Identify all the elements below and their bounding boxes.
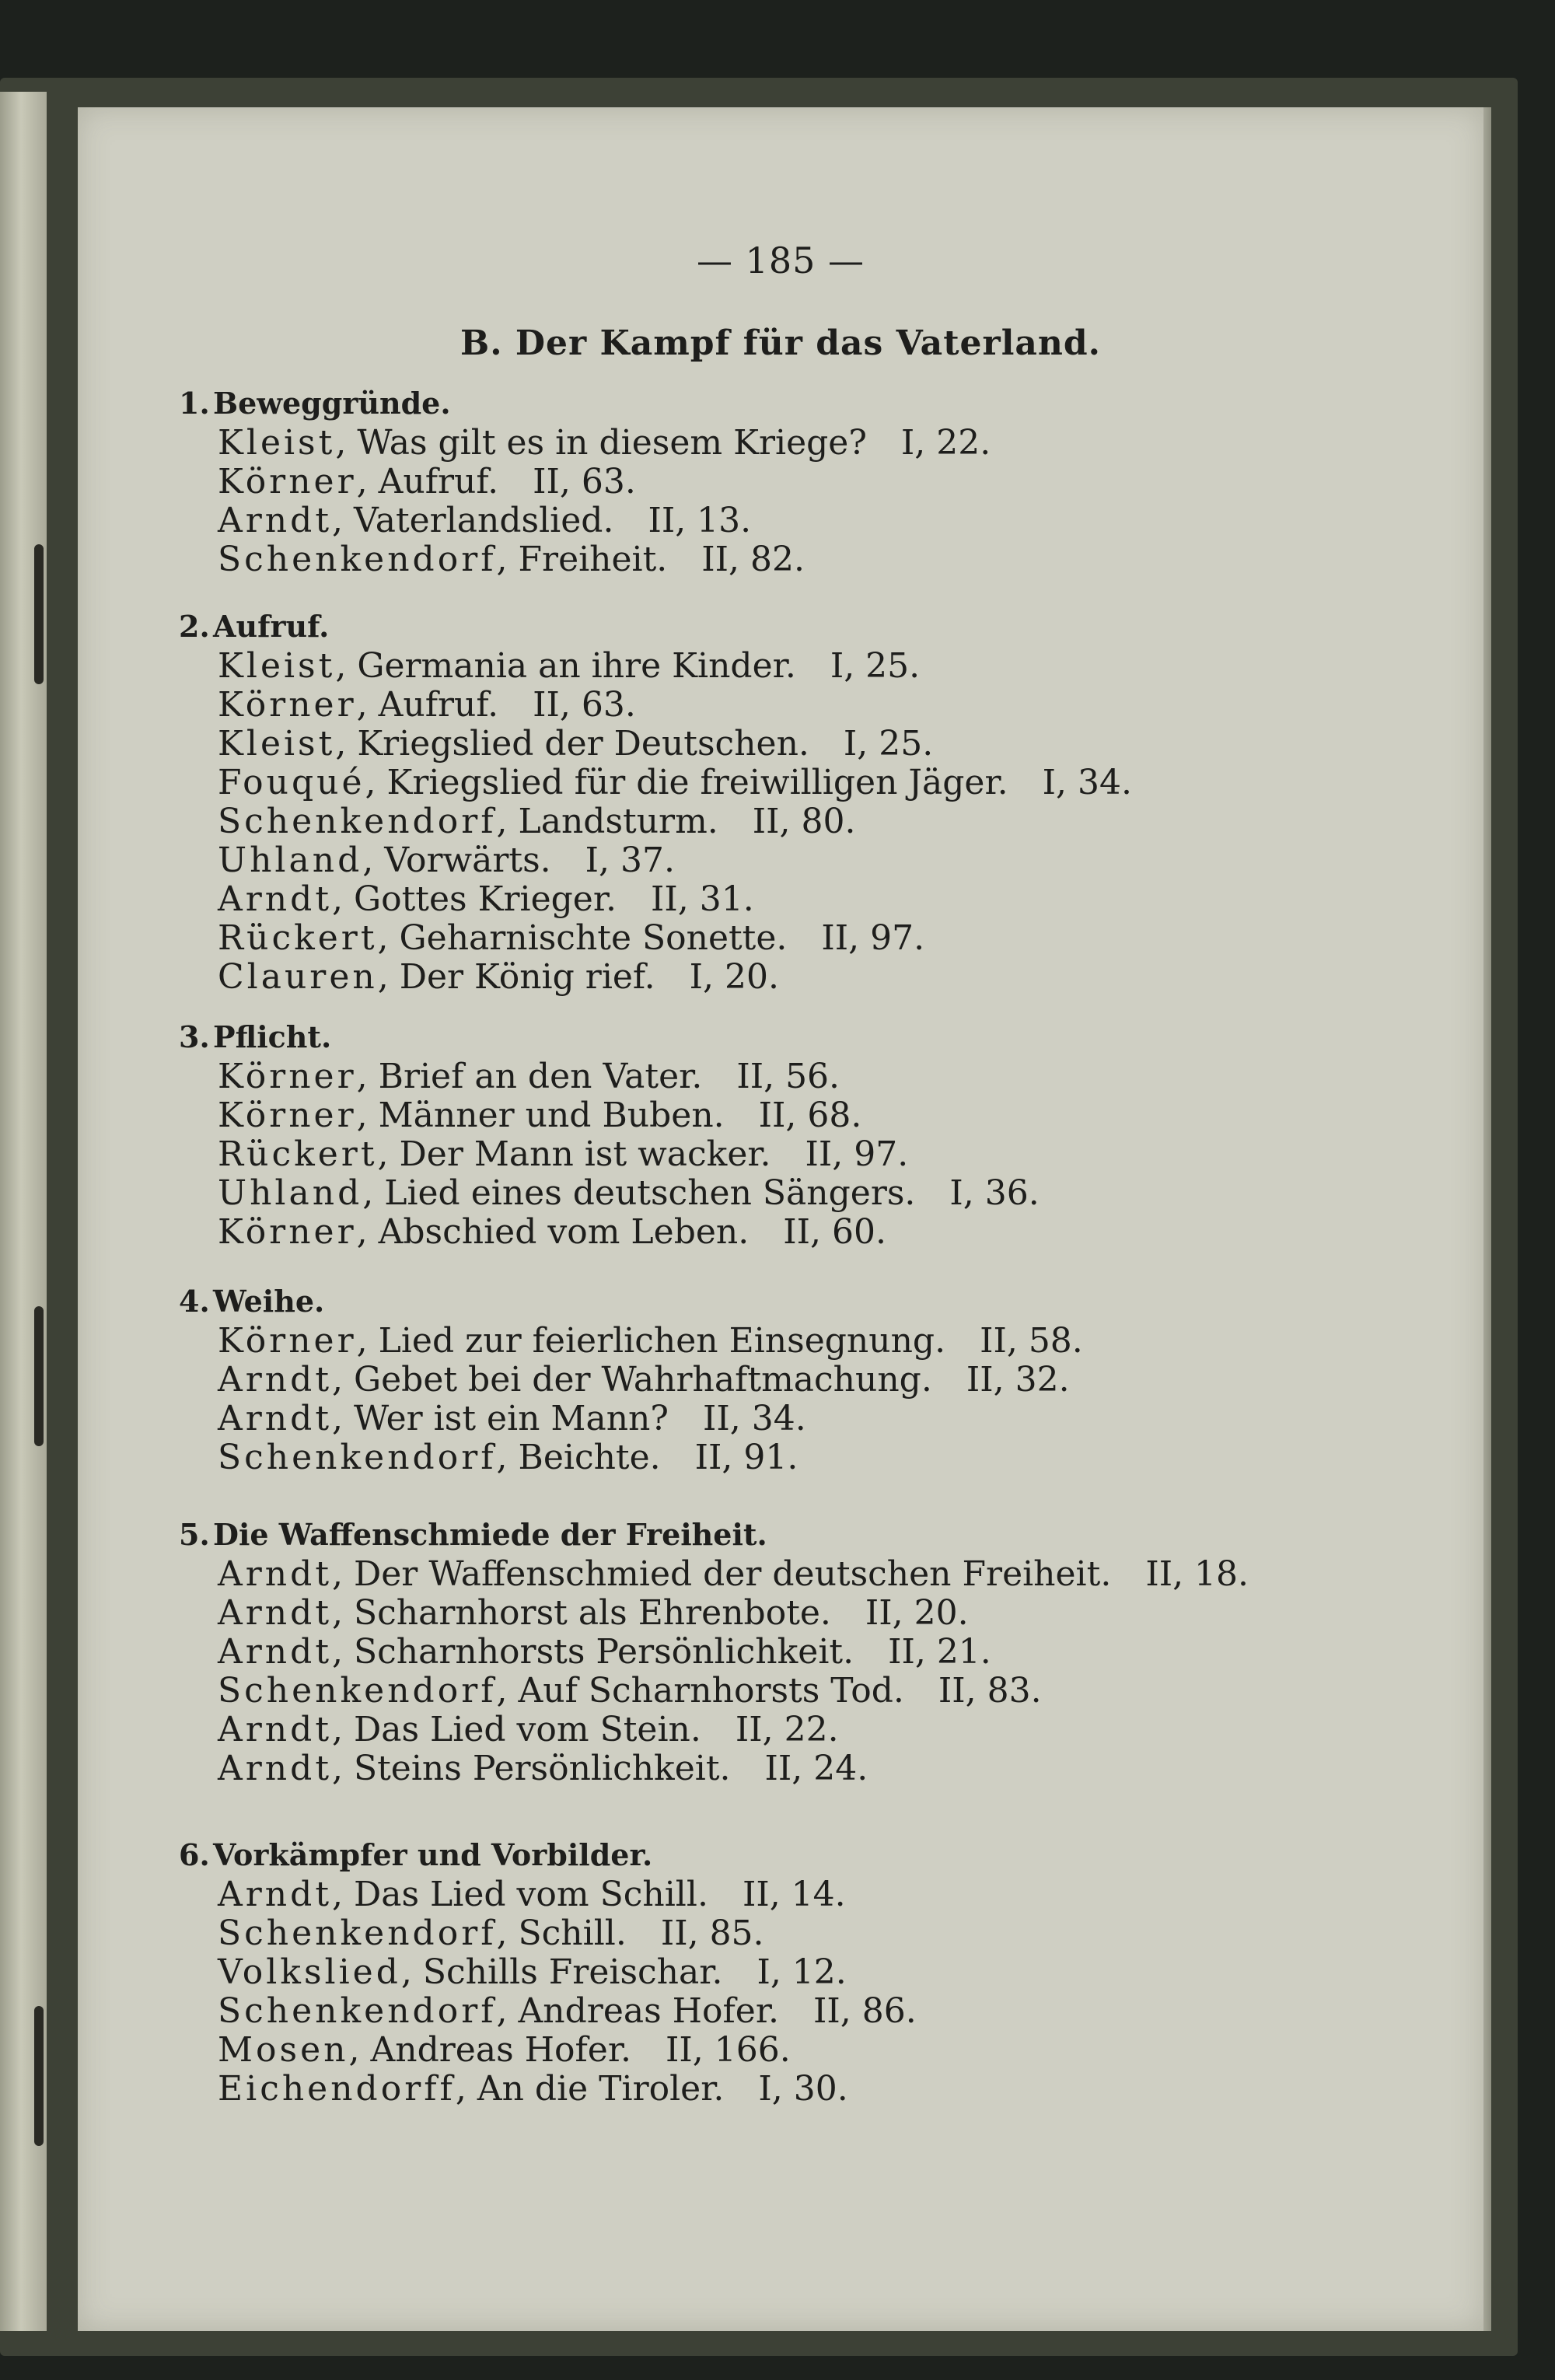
entry-separator: , (356, 685, 379, 725)
entry-gap (655, 957, 690, 997)
section-number: 5. (179, 1517, 210, 1552)
entry-separator: , (400, 1952, 423, 1992)
entry-gap (1008, 763, 1043, 802)
section-number: 2. (179, 609, 210, 644)
entry-reference: I, 22. (900, 423, 991, 463)
entry-title: Scharnhorsts Persönlichkeit. (353, 1632, 854, 1672)
entry-gap (945, 1321, 980, 1361)
entry-reference: II, 18. (1145, 1554, 1249, 1594)
entry-author: Kleist (218, 423, 336, 463)
entry-author: Clauren (218, 957, 378, 997)
entry-separator: , (356, 462, 379, 502)
entry-separator: , (496, 540, 519, 579)
entry-author: Arndt (218, 501, 332, 540)
entry-gap (1111, 1554, 1145, 1594)
entry-reference: II, 85. (660, 1913, 764, 1953)
entry-gap (631, 2030, 666, 2070)
entry-author: Mosen (218, 2030, 349, 2070)
entry-separator: , (356, 1096, 379, 1135)
entry-reference: I, 34. (1042, 763, 1132, 802)
entry-row (218, 1555, 1423, 1594)
entry-title: Vorwärts. (384, 841, 551, 880)
page-number: — 185 — (696, 239, 865, 281)
entry-gap (915, 1173, 949, 1213)
entry-title: Das Lied vom Schill. (353, 1875, 708, 1914)
entry-title: Wer ist ein Mann? (353, 1399, 669, 1438)
entry-separator: , (332, 501, 354, 540)
entry-row (218, 1438, 1423, 1477)
entry-separator: , (335, 724, 358, 764)
section-number: 1. (179, 386, 210, 421)
entry-author: Arndt (218, 1632, 332, 1672)
entry-row (218, 1594, 1423, 1633)
entry-separator: , (332, 1632, 354, 1672)
section-title-text: Beweggründe. (213, 386, 451, 421)
entry-separator: , (362, 841, 385, 880)
entry-reference: I, 37. (585, 841, 675, 880)
entry-row (218, 919, 1423, 958)
entry-separator: , (335, 423, 358, 463)
entry-reference: II, 86. (813, 1991, 917, 2031)
entry-title: Steins Persönlichkeit. (353, 1749, 731, 1788)
section (179, 606, 1423, 997)
entry-gap (708, 1875, 743, 1914)
entry-title: Schills Freischar. (422, 1952, 723, 1992)
entry-row (218, 2031, 1423, 2070)
entry-row (218, 1749, 1423, 1788)
section-number: 4. (179, 1284, 210, 1319)
entry-row (218, 1096, 1423, 1135)
entry-reference: II, 63. (533, 685, 636, 725)
entry-gap (779, 1991, 813, 2031)
entry-author: Arndt (218, 879, 332, 919)
entry-separator: , (377, 918, 400, 958)
entry-title: Auf Scharnhorsts Tod. (518, 1671, 904, 1711)
entry-author: Uhland (218, 1173, 363, 1213)
entry-author: Volkslied (218, 1952, 401, 1992)
entry-author: Fouqué (218, 763, 365, 802)
entry-title: Kriegslied für die freiwilligen Jäger. (386, 763, 1008, 802)
binding-stitch (34, 544, 44, 684)
entry-author: Arndt (218, 1554, 332, 1594)
entry-separator: , (335, 646, 358, 686)
entry-title: Freiheit. (518, 540, 668, 579)
entry-gap (701, 1710, 736, 1749)
entry-row (218, 802, 1423, 841)
entry-row (218, 502, 1423, 540)
entry-reference: II, 58. (980, 1321, 1083, 1361)
entry-title: Lied eines deutschen Sängers. (384, 1173, 916, 1213)
entry-reference: II, 56. (736, 1057, 840, 1096)
entry-row (218, 1213, 1423, 1252)
entry-author: Arndt (218, 1710, 332, 1749)
entry-gap (787, 918, 821, 958)
entry-author: Arndt (218, 1593, 332, 1633)
entry-author: Schenkendorf (218, 1991, 497, 2031)
entry-gap (498, 685, 533, 725)
entry-gap (932, 1360, 966, 1400)
entry-row (218, 424, 1423, 463)
entry-row (218, 841, 1423, 880)
entry-row (218, 1633, 1423, 1672)
entry-author: Körner (218, 1057, 357, 1096)
section (179, 1281, 1423, 1477)
entry-row (218, 1992, 1423, 2031)
book-page (78, 107, 1483, 2331)
entry-reference: II, 97. (805, 1134, 909, 1174)
entry-separator: , (332, 1875, 354, 1914)
entry-author: Rückert (218, 918, 378, 958)
section-title (179, 1017, 1423, 1057)
chapter-heading: B. Der Kampf für das Vaterland. (460, 323, 1101, 363)
section-title (179, 1281, 1423, 1322)
entry-author: Körner (218, 685, 357, 725)
entry-title: Was gilt es in diesem Kriege? (357, 423, 867, 463)
entry-separator: , (356, 1212, 379, 1252)
entry-author: Schenkendorf (218, 1438, 497, 1477)
section (179, 383, 1423, 579)
entry-reference: II, 20. (865, 1593, 969, 1633)
entry-row (218, 958, 1423, 997)
entry-row (218, 463, 1423, 502)
entry-gap (809, 724, 844, 764)
entry-gap (722, 1952, 757, 1992)
entry-title: Gottes Krieger. (353, 879, 617, 919)
entry-author: Körner (218, 462, 357, 502)
section-title (179, 1515, 1423, 1555)
entry-reference: II, 60. (783, 1212, 886, 1252)
section (179, 1515, 1423, 1788)
entry-reference: II, 21. (888, 1632, 991, 1672)
binding-stitch (34, 2006, 44, 2146)
entry-title: Der Mann ist wacker. (399, 1134, 771, 1174)
entry-separator: , (356, 1321, 379, 1361)
entry-gap (661, 1438, 695, 1477)
entry-title: Geharnischte Sonette. (399, 918, 788, 958)
entry-gap (749, 1212, 783, 1252)
entry-author: Kleist (218, 724, 336, 764)
entry-gap (854, 1632, 888, 1672)
entry-gap (669, 1399, 703, 1438)
entry-reference: I, 36. (949, 1173, 1040, 1213)
entry-author: Schenkendorf (218, 802, 497, 841)
entry-row (218, 686, 1423, 725)
entry-title: Vaterlandslied. (353, 501, 614, 540)
entry-reference: II, 97. (821, 918, 925, 958)
entry-separator: , (496, 1671, 519, 1711)
entry-author: Rückert (218, 1134, 378, 1174)
entry-row (218, 725, 1423, 764)
entry-author: Körner (218, 1321, 357, 1361)
entry-gap (551, 841, 585, 880)
entry-author: Arndt (218, 1360, 332, 1400)
entry-title: Gebet bei der Wahrhaftmachung. (353, 1360, 932, 1400)
section (179, 1017, 1423, 1252)
entry-title: Lied zur feierlichen Einsegnung. (378, 1321, 946, 1361)
entry-row (218, 2070, 1423, 2109)
entry-title: Germania an ihre Kinder. (357, 646, 796, 686)
entry-reference: II, 14. (742, 1875, 846, 1914)
section-title-text: Aufruf. (213, 609, 330, 644)
binding-stitch (34, 1306, 44, 1446)
entry-separator: , (332, 1710, 354, 1749)
entry-gap (613, 501, 648, 540)
entry-reference: II, 83. (938, 1671, 1042, 1711)
entry-gap (867, 423, 901, 463)
section (179, 1835, 1423, 2109)
section-title (179, 1835, 1423, 1875)
entry-row (218, 1711, 1423, 1749)
entry-title: Schill. (518, 1913, 627, 1953)
entry-title: Männer und Buben. (378, 1096, 725, 1135)
entry-gap (667, 540, 701, 579)
entry-title: Aufruf. (378, 685, 499, 725)
entry-gap (904, 1671, 938, 1711)
entry-reference: II, 91. (694, 1438, 798, 1477)
entry-title: Beichte. (518, 1438, 661, 1477)
entry-reference: II, 22. (735, 1710, 839, 1749)
entry-row (218, 1875, 1423, 1914)
section-number: 3. (179, 1019, 210, 1054)
entry-title: An die Tiroler. (477, 2069, 725, 2109)
section-number: 6. (179, 1837, 210, 1872)
entry-title: Scharnhorst als Ehrenbote. (353, 1593, 831, 1633)
entry-title: Abschied vom Leben. (378, 1212, 750, 1252)
entry-title: Der Waffenschmied der deutschen Freiheit. (353, 1554, 1112, 1594)
entry-author: Schenkendorf (218, 1671, 497, 1711)
entry-reference: II, 68. (758, 1096, 862, 1135)
entry-title: Landsturm. (518, 802, 718, 841)
entry-row (218, 1057, 1423, 1096)
entry-author: Schenkendorf (218, 1913, 497, 1953)
entry-title: Aufruf. (378, 462, 499, 502)
entry-reference: II, 13. (648, 501, 752, 540)
entry-row (218, 1914, 1423, 1953)
entry-title: Kriegslied der Deutschen. (357, 724, 809, 764)
entry-reference: II, 24. (764, 1749, 868, 1788)
entry-author: Eichendorff (218, 2069, 456, 2109)
entry-reference: II, 31. (651, 879, 754, 919)
left-page-edge (0, 92, 47, 2331)
entry-reference: I, 25. (830, 646, 921, 686)
entry-row (218, 764, 1423, 802)
entry-gap (702, 1057, 736, 1096)
entry-title: Andreas Hofer. (518, 1991, 780, 2031)
entry-row (218, 1400, 1423, 1438)
entry-reference: II, 166. (666, 2030, 791, 2070)
entry-gap (718, 802, 753, 841)
entry-separator: , (356, 1057, 379, 1096)
entry-gap (617, 879, 651, 919)
entry-reference: I, 25. (843, 724, 934, 764)
entry-row (218, 540, 1423, 579)
entry-row (218, 1174, 1423, 1213)
entry-gap (498, 462, 533, 502)
entry-reference: I, 30. (758, 2069, 848, 2109)
section-title-text: Weihe. (213, 1284, 325, 1319)
entry-separator: , (362, 1173, 385, 1213)
entry-reference: II, 82. (701, 540, 805, 579)
entry-separator: , (455, 2069, 477, 2109)
entry-gap (627, 1913, 661, 1953)
entry-gap (731, 1749, 765, 1788)
entry-title: Brief an den Vater. (378, 1057, 703, 1096)
entry-title: Der König rief. (399, 957, 655, 997)
entry-reference: I, 20. (689, 957, 779, 997)
section-title (179, 383, 1423, 424)
entry-separator: , (332, 879, 354, 919)
entry-separator: , (332, 1749, 354, 1788)
entry-separator: , (365, 763, 387, 802)
entry-gap (771, 1134, 805, 1174)
entry-row (218, 1672, 1423, 1711)
entry-separator: , (377, 1134, 400, 1174)
entry-author: Uhland (218, 841, 363, 880)
entry-author: Kleist (218, 646, 336, 686)
entry-author: Körner (218, 1096, 357, 1135)
entry-gap (831, 1593, 865, 1633)
entry-author: Körner (218, 1212, 357, 1252)
entry-separator: , (496, 1991, 519, 2031)
entry-separator: , (496, 802, 519, 841)
entry-title: Andreas Hofer. (370, 2030, 632, 2070)
entry-row (218, 1322, 1423, 1361)
entry-separator: , (332, 1593, 354, 1633)
entry-separator: , (332, 1399, 354, 1438)
section-title (179, 606, 1423, 647)
entry-row (218, 647, 1423, 686)
entry-gap (725, 1096, 759, 1135)
entry-gap (724, 2069, 758, 2109)
section-title-text: Vorkämpfer und Vorbilder. (213, 1837, 653, 1872)
entry-author: Arndt (218, 1399, 332, 1438)
entry-row (218, 1953, 1423, 1992)
section-title-text: Die Waffenschmiede der Freiheit. (213, 1517, 767, 1552)
entry-gap (796, 646, 830, 686)
entry-author: Arndt (218, 1749, 332, 1788)
entry-separator: , (496, 1438, 519, 1477)
entry-row (218, 1135, 1423, 1174)
page-content (78, 107, 1483, 2331)
entry-separator: , (332, 1360, 354, 1400)
entry-separator: , (348, 2030, 371, 2070)
entry-reference: II, 32. (966, 1360, 1070, 1400)
entry-reference: II, 34. (703, 1399, 806, 1438)
entry-reference: I, 12. (757, 1952, 847, 1992)
entry-separator: , (377, 957, 400, 997)
entry-title: Das Lied vom Stein. (353, 1710, 701, 1749)
entry-row (218, 880, 1423, 919)
entry-reference: II, 63. (533, 462, 636, 502)
entry-separator: , (332, 1554, 354, 1594)
entry-separator: , (496, 1913, 519, 1953)
entry-author: Arndt (218, 1875, 332, 1914)
entry-reference: II, 80. (752, 802, 856, 841)
section-title-text: Pflicht. (213, 1019, 332, 1054)
entry-author: Schenkendorf (218, 540, 497, 579)
entry-row (218, 1361, 1423, 1400)
